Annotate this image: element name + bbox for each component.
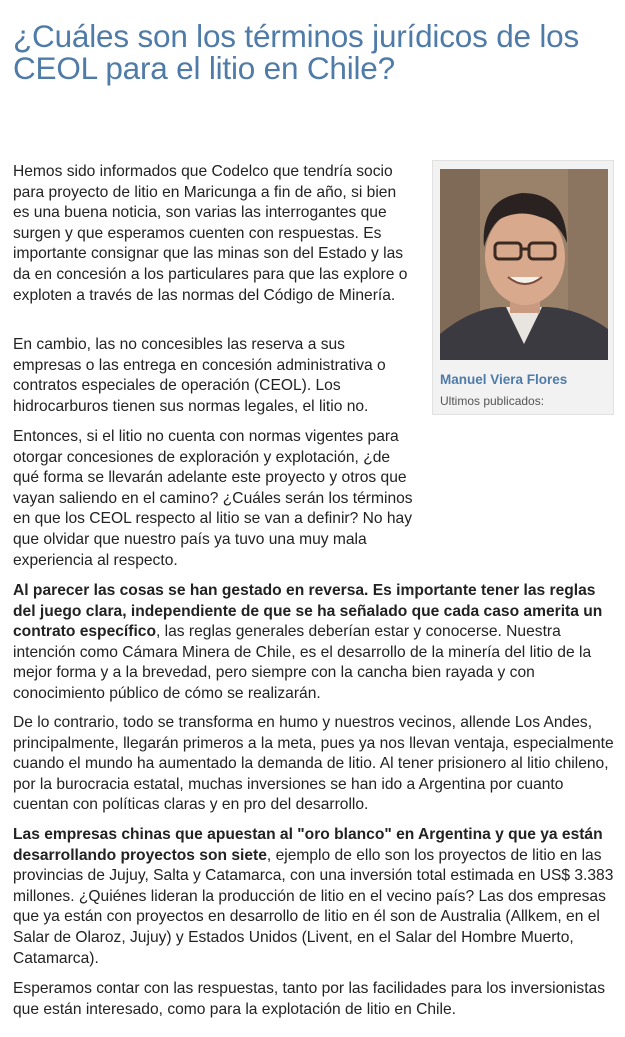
paragraph-3: Entonces, si el litio no cuenta con normas vigentes para otorgar concesiones de exploración y explotación, ¿de qué forma se llevarán adelante este proyecto y otros que vayan saliendo en el camino? ¿Cuáles serán los términos en que los CEOL respecto al litio se van a definir? No hay que olvidar que nuestro país ya tuvo una muy mala experiencia al respecto. xyxy=(13,428,413,569)
paragraph-6: Las empresas chinas que apuestan al "oro blanco" en Argentina y que ya están desarrollando proyectos son siete, ejemplo de ello son los proyectos de litio en las provincias de Jujuy, Salta y Catamarca, con una inversión total estimada en US$ 3.383 millones. ¿Quiénes lideran la producción de litio en el vecino país? Las dos empresas que ya están con proyectos en desarrollo de litio en él son de Australia (Allkem, en el Salar de Olaroz, Jujuy) y Estados Unidos (Livent, en el Salar del Hombre Muerto, Catamarca). xyxy=(13,826,614,967)
paragraph-2: En cambio, las no concesibles las reserva a sus empresas o las entrega en concesión administrativa o contratos especiales de operación (CEOL). Los hidrocarburos tienen sus normas legales, el litio no. xyxy=(13,336,386,415)
paragraph-7: Esperamos contar con las respuestas, tanto por las facilidades para los inversionistas que están interesado, como para la explotación de litio en Chile. xyxy=(13,980,605,1018)
article-title: ¿Cuáles son los términos jurídicos de los CEOL para el litio en Chile? xyxy=(13,18,580,86)
author-name[interactable]: Manuel Viera Flores xyxy=(440,372,568,387)
author-portrait-image xyxy=(440,169,608,360)
author-photo[interactable] xyxy=(440,169,608,360)
paragraph-1: Hemos sido informados que Codelco que tendría socio para proyecto de litio en Maricunga a fin de año, si bien es una buena noticia, son varias las interrogantes que surgen y que esperamos cuenten con respuestas. Es importante consignar que las minas son del Estado y las da en concesión a los particulares para que las explore o exploten a través de las normas del Código de Minería. xyxy=(13,163,408,304)
author-latest-label: Ultimos publicados: xyxy=(440,394,545,408)
paragraph-5: De lo contrario, todo se transforma en humo y nuestros vecinos, allende Los Andes, principalmente, llegarán primeros a la meta, pues ya nos llevan ventaja, especialmente cuando el mundo ha aumentado la demanda de litio. Al tener prisionero al litio chileno, por la burocracia estatal, muchas inversiones se han ido a Argentina por cuanto cuentan con políticas claras y en pro del desarrollo. xyxy=(13,714,614,814)
author-box xyxy=(432,160,614,415)
paragraph-4: Al parecer las cosas se han gestado en reversa. Es importante tener las reglas del juego clara, independiente de que se ha señalado que cada caso amerita un contrato específico, las reglas generales deberían estar y conocerse. Nuestra intención como Cámara Minera de Chile, es el desarrollo de la minería del litio de la mejor forma y a la brevedad, pero siempre con la cancha bien rayada y con conocimiento público de cómo se realizarán. xyxy=(13,582,603,702)
